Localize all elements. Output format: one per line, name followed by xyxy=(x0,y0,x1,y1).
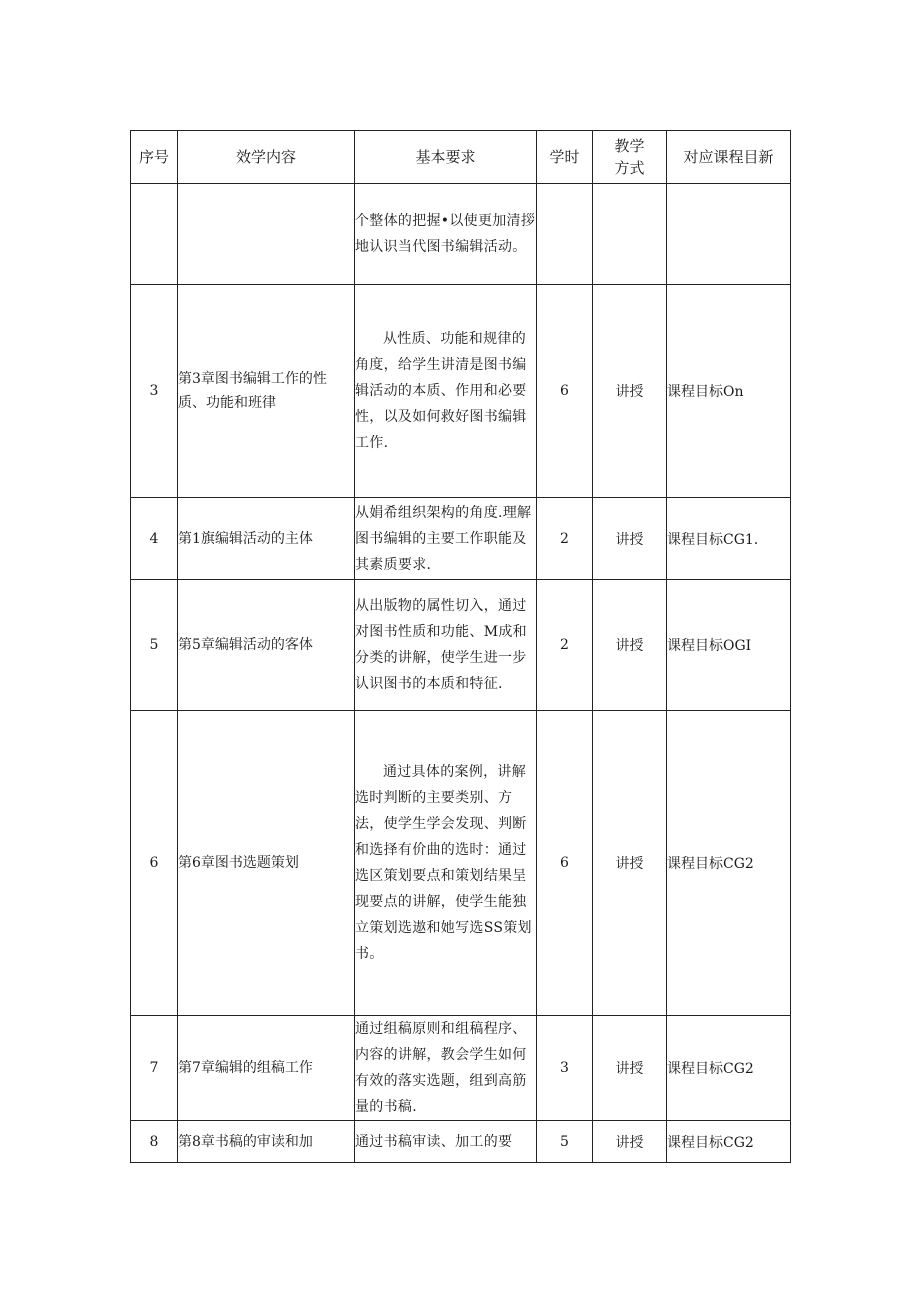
header-requirements: 基本要求 xyxy=(355,131,537,184)
row-num: 6 xyxy=(131,711,178,1016)
header-hours: 学时 xyxy=(537,131,593,184)
row-num: 4 xyxy=(131,498,178,580)
row-requirements: 从性质、功能和规律的角度，给学生讲清是图书编辑活动的本质、作用和必要性，以及如何救好图书编辑工作. xyxy=(355,285,537,498)
row-num: 3 xyxy=(131,285,178,498)
row-requirements: 通过书稿审读、加工的要 xyxy=(355,1121,537,1163)
row-method: 讲授 xyxy=(593,1121,667,1163)
row-requirements: 从娟希组织架构的角度.理解图书编辑的主要工作职能及其素质要求. xyxy=(355,498,537,580)
header-method-line1: 教学 xyxy=(614,137,645,155)
header-content: 效学内容 xyxy=(178,131,355,184)
syllabus-table xyxy=(130,130,791,1163)
row-goal: 课程目标CG2 xyxy=(667,1016,791,1121)
row-content: 第5章编辑活动的客体 xyxy=(178,580,355,711)
table-row xyxy=(131,1121,791,1163)
row-num: 7 xyxy=(131,1016,178,1121)
row-hours: 2 xyxy=(537,498,593,580)
row-num: 5 xyxy=(131,580,178,711)
row-method: 讲授 xyxy=(593,498,667,580)
row-content: 第6章图书选题策划 xyxy=(178,711,355,1016)
row-num: 8 xyxy=(131,1121,178,1163)
row-requirements: 个整体的把握•以使更加清拶地认识当代图书编辑活动。 xyxy=(355,184,537,285)
row-method: 讲授 xyxy=(593,580,667,711)
row-method: 讲授 xyxy=(593,285,667,498)
row-goal: 课程目标CG2 xyxy=(667,711,791,1016)
row-content xyxy=(178,184,355,285)
table-row xyxy=(131,184,791,285)
row-goal: 课程目标OGI xyxy=(667,580,791,711)
table-row xyxy=(131,285,791,498)
header-method xyxy=(593,131,667,184)
row-hours: 6 xyxy=(537,285,593,498)
row-requirements: 从出版物的属性切入，通过对图书性质和功能、M成和分类的讲解，使学生进一步认识图书的本质和特征. xyxy=(355,580,537,711)
table-row xyxy=(131,1016,791,1121)
header-row xyxy=(131,131,791,184)
row-method: 讲授 xyxy=(593,1016,667,1121)
row-goal: 课程目标On xyxy=(667,285,791,498)
row-goal: 课程目标CG1. xyxy=(667,498,791,580)
table-row xyxy=(131,498,791,580)
table-row xyxy=(131,580,791,711)
row-method: 讲授 xyxy=(593,711,667,1016)
row-goal: 课程目标CG2 xyxy=(667,1121,791,1163)
row-hours: 2 xyxy=(537,580,593,711)
row-goal xyxy=(667,184,791,285)
header-num: 序号 xyxy=(131,131,178,184)
row-hours: 5 xyxy=(537,1121,593,1163)
row-hours: 3 xyxy=(537,1016,593,1121)
table-row xyxy=(131,711,791,1016)
row-requirements: 通过具体的案例，讲解选时判断的主要类别、方法，使学生学会发现、判断和选择有价曲的选时：通过选区策划要点和策划结果呈现要点的讲解，使学生能独立策划选遨和她写选SS策划书。 xyxy=(355,711,537,1016)
header-method-line2: 方式 xyxy=(614,159,645,177)
header-goal: 对应课程目新 xyxy=(667,131,791,184)
row-hours xyxy=(537,184,593,285)
row-content: 第7章编辑的组稿工作 xyxy=(178,1016,355,1121)
row-method xyxy=(593,184,667,285)
row-content: 第1旗编辑活动的主体 xyxy=(178,498,355,580)
row-hours: 6 xyxy=(537,711,593,1016)
row-num xyxy=(131,184,178,285)
row-content: 第3章图书编辑工作的性质、功能和班律 xyxy=(178,285,355,498)
row-content: 第8章书稿的审读和加 xyxy=(178,1121,355,1163)
row-requirements: 通过组稿原则和组稿程序、内容的讲解，教会学生如何有效的落实选题，组到高筋量的书稿. xyxy=(355,1016,537,1121)
